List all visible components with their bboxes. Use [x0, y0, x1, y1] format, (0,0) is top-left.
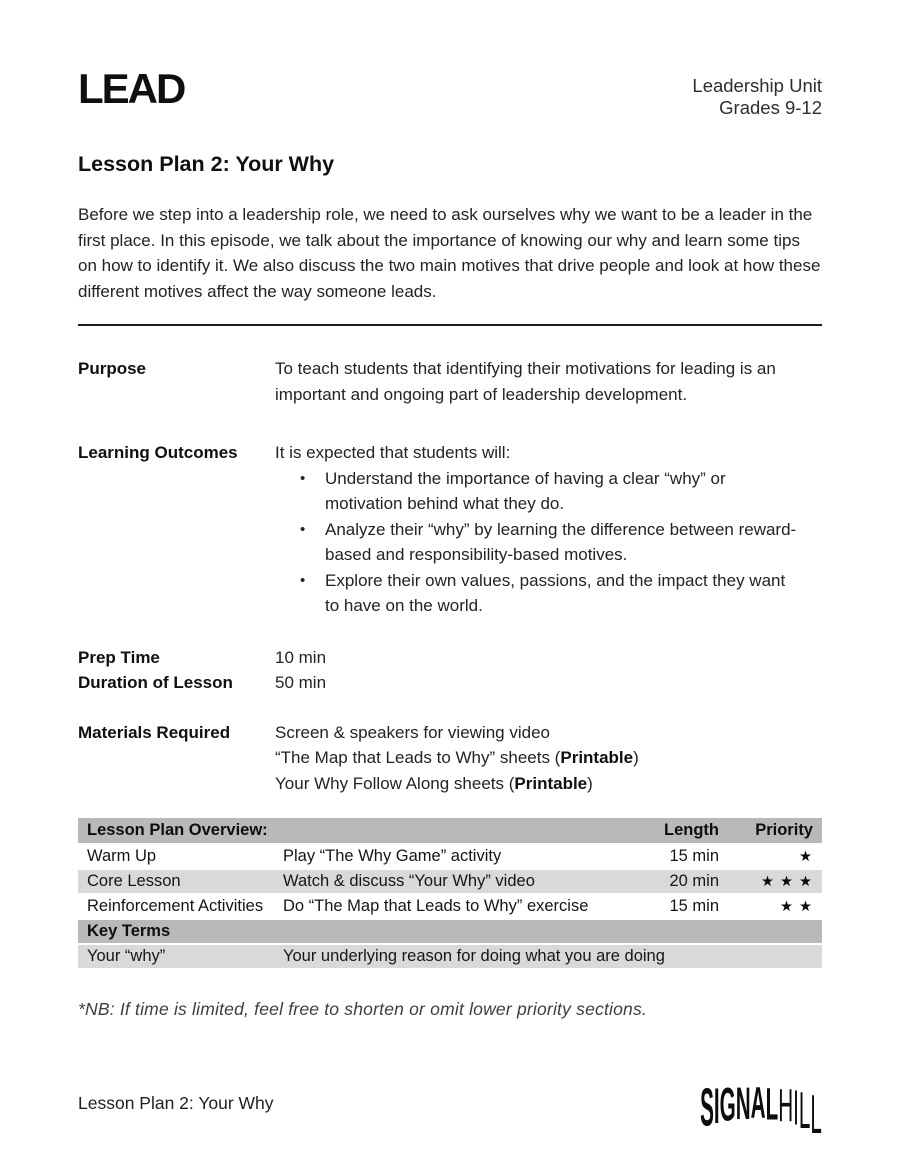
table-row [78, 843, 822, 868]
priority-stars: ★ ★ [779, 898, 813, 915]
length-column-header: Length [664, 821, 719, 839]
length-cell: 20 min [669, 872, 719, 890]
learning-outcomes-content [275, 440, 800, 619]
outcome-item [275, 517, 800, 568]
page-footer [78, 1076, 822, 1144]
intro-paragraph: Before we step into a leadership role, we need to ask ourselves why we want to be a leader in the first place. In this episode, we talk about the importance of knowing our why and learn some tips on how to identify it. We also discuss the two main motives that drive people and look at how these different motives affect the way someone leads. [78, 205, 821, 301]
bullet-icon: • [300, 469, 306, 487]
material-item [275, 720, 800, 746]
material-item [275, 745, 800, 771]
table-row [78, 868, 822, 893]
learning-outcomes-row [78, 440, 822, 619]
priority-stars: ★ ★ ★ [760, 873, 813, 890]
activity-cell: Warm Up [87, 847, 157, 865]
purpose-row [78, 356, 822, 407]
key-term-row [78, 943, 822, 968]
nb-note: *NB: If time is limited, feel free to shorten or omit lower priority sections. [78, 999, 647, 1019]
page-header [78, 0, 822, 119]
length-cell: 15 min [669, 847, 719, 865]
materials-list [275, 720, 800, 797]
materials-row [78, 720, 822, 797]
duration-label: Duration of Lesson [78, 673, 233, 692]
outcomes-intro: It is expected that students will: [275, 443, 511, 462]
description-cell: Play “The Why Game” activity [283, 847, 502, 865]
signalhill-logo: S I G N A L H I L L [700, 1076, 822, 1144]
outcome-text: Understand the importance of having a clear “why” or motivation behind what they do. [325, 468, 726, 513]
term-cell: Your “why” [87, 947, 166, 965]
outcome-item [275, 568, 800, 619]
outcomes-list [275, 466, 800, 619]
purpose-text: To teach students that identifying their motivations for leading is an important and ongoing part of leadership development. [275, 359, 776, 404]
activity-cell: Core Lesson [87, 872, 181, 890]
table-title: Lesson Plan Overview: [87, 821, 268, 839]
unit-info [692, 70, 822, 119]
prep-time-value: 10 min [275, 647, 327, 667]
priority-stars: ★ [799, 848, 813, 865]
footer-page-label: Lesson Plan 2: Your Why [78, 1092, 274, 1113]
description-cell: Watch & discuss “Your Why” video [283, 872, 535, 890]
description-cell: Do “The Map that Leads to Why” exercise [283, 897, 589, 915]
outcome-text: Analyze their “why” by learning the difference between reward-based and responsibility-based motives. [325, 519, 797, 564]
lead-logo: LEAD [78, 65, 185, 112]
material-item [275, 771, 800, 797]
material-bold: Printable [514, 773, 588, 793]
length-cell: 15 min [669, 897, 719, 915]
material-text: ) [587, 773, 593, 793]
material-text: ) [633, 748, 639, 767]
outcome-item [275, 466, 800, 517]
priority-column-header: Priority [755, 821, 813, 839]
material-text: Your Why Follow Along sheets ( [275, 773, 515, 793]
page-title: Lesson Plan 2: Your Why [78, 152, 335, 176]
purpose-label: Purpose [78, 359, 147, 378]
outcome-text: Explore their own values, passions, and the impact they want to have on the world. [325, 570, 786, 615]
duration-value: 50 min [275, 673, 327, 692]
bullet-icon: • [300, 571, 306, 589]
material-text: Screen & speakers for viewing video [275, 722, 550, 742]
prep-time-row [78, 645, 822, 671]
material-text: “The Map that Leads to Why” sheets ( [275, 748, 561, 767]
prep-time-label: Prep Time [78, 647, 160, 667]
grades-label: Grades 9-12 [719, 97, 822, 118]
material-bold: Printable [560, 748, 634, 767]
key-terms-title: Key Terms [87, 922, 171, 940]
bullet-icon: • [300, 520, 306, 538]
table-header-row [78, 818, 822, 843]
activity-cell: Reinforcement Activities [87, 897, 264, 915]
learning-outcomes-label: Learning Outcomes [78, 443, 238, 462]
duration-row [78, 670, 822, 696]
definition-cell: Your underlying reason for doing what you are doing [283, 947, 665, 965]
section-divider [78, 324, 822, 326]
unit-title: Leadership Unit [692, 75, 822, 96]
materials-label: Materials Required [78, 722, 231, 742]
table-row [78, 893, 822, 918]
key-terms-header-row [78, 918, 822, 943]
overview-table [78, 818, 822, 968]
